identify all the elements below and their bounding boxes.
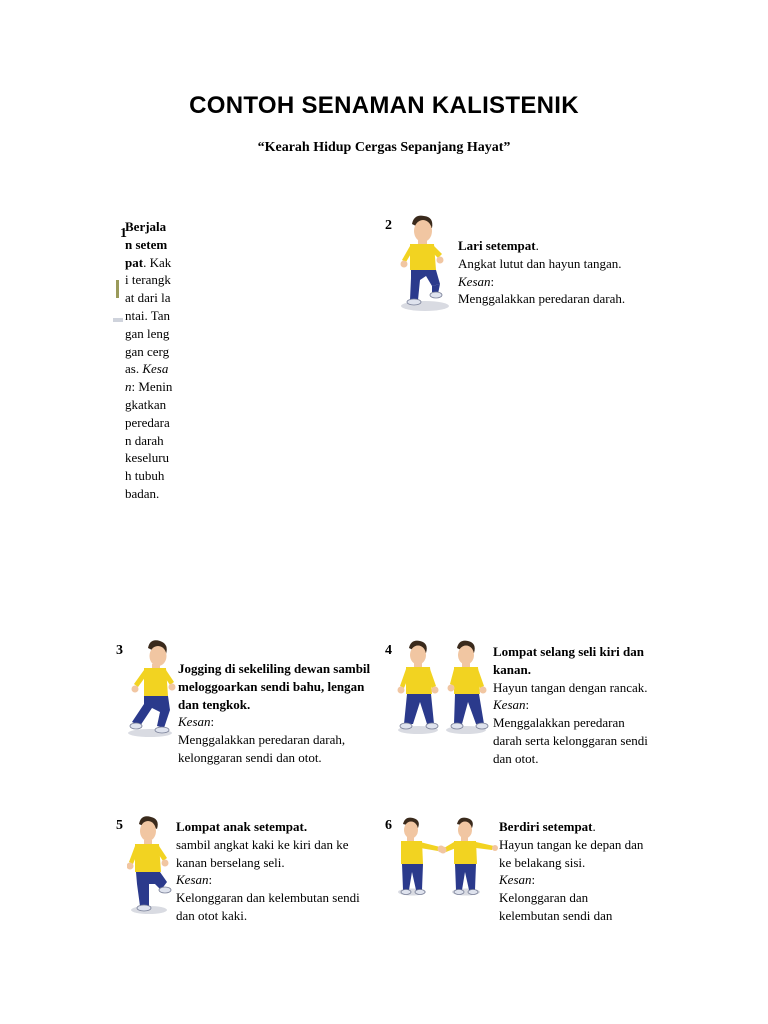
exercise-instruction: Hayun tangan ke depan dan ke belakang sisi.: [499, 836, 644, 870]
kesan-label: Kesan: [125, 361, 169, 395]
exercise-1-description: Berjalan setempat. Kaki terangkat dari lantai. Tangan lenggan cergas. Kesan: Meningkatkan peredaran darah keseluruh tubuh badan.: [125, 219, 173, 501]
exercise-number: 4: [385, 643, 392, 658]
exercise-name: Lompat selang seli kiri dan kanan.: [493, 644, 644, 677]
kesan-label: Kesan: [176, 872, 209, 888]
page-subtitle: “Kearah Hidup Cergas Sepanjang Hayat”: [257, 140, 511, 155]
exercise-number: 2: [385, 218, 392, 233]
exercise-name: Berdiri setempat: [499, 819, 593, 834]
page-title: CONTOH SENAMAN KALISTENIK: [189, 92, 579, 119]
kesan-label: Kesan: [493, 697, 526, 713]
kesan-label: Kesan: [178, 714, 211, 730]
kesan-text: Menggalakkan peredaran darah serta kelonggaran sendi dan otot.: [493, 715, 648, 766]
exercise-number: 3: [116, 643, 123, 658]
exercise-name: Berjalan setempat: [125, 219, 168, 270]
kesan-text: Kelonggaran dan kelembutan sendi dan: [499, 890, 613, 923]
exercise-name: Lari setempat: [458, 238, 536, 253]
kesan-label: Kesan: [458, 273, 491, 289]
exercise-number: 5: [116, 818, 123, 833]
jumping-jacks-illustration: [396, 638, 492, 736]
kesan-text: Kelonggaran dan kelembutan sendi dan otot kaki.: [176, 890, 360, 923]
running-person-illustration: [396, 214, 454, 314]
exercise-name: Jogging di sekeliling dewan sambil meloggoarkan sendi bahu, lengan dan tengkok.: [178, 661, 371, 712]
kesan-text: Menggalakkan peredaran darah, kelonggaran sendi dan otot.: [178, 732, 346, 765]
arm-swing-illustration: [396, 814, 498, 898]
exercise-5-description: Lompat anak setempat. sambil angkat kaki ke kiri dan ke kanan berselang seli. Kesan: Kelonggaran dan kelembutan sendi dan otot kaki.: [176, 819, 360, 923]
hopping-person-illustration: [127, 814, 175, 916]
exercise-3-description: Jogging di sekeliling dewan sambil meloggoarkan sendi bahu, lengan dan tengkok. Kesan: Menggalakkan peredaran darah, kelonggaran sendi dan otot.: [178, 661, 371, 765]
exercise-instruction: Hayun tangan dengan rancak.: [493, 679, 648, 695]
kesan-text: Menggalakkan peredaran darah.: [458, 291, 626, 307]
exercise-instruction: Kaki terangkat dari lantai. Tangan lenggan cergas.: [125, 254, 172, 377]
exercise-6-description: Berdiri setempat. Hayun tangan ke depan dan ke belakang sisi. Kesan: Kelonggaran dan kelembutan sendi dan: [499, 819, 644, 923]
kesan-text: Meningkatkan peredaran darah keseluruh tubuh badan.: [125, 379, 173, 501]
exercise-name: Lompat anak setempat.: [176, 819, 308, 834]
exercise-4-description: Lompat selang seli kiri dan kanan. Hayun tangan dengan rancak. Kesan: Menggalakkan peredaran darah serta kelonggaran sendi dan otot.: [493, 644, 648, 766]
exercise-instruction: Angkat lutut dan hayun tangan.: [458, 255, 622, 271]
exercise-number: 6: [385, 818, 392, 833]
kesan-label: Kesan: [499, 872, 532, 888]
exercise-number: 1: [120, 226, 127, 241]
jogging-person-illustration: [126, 638, 178, 740]
exercise-2-description: Lari setempat. Angkat lutut dan hayun tangan. Kesan: Menggalakkan peredaran darah.: [458, 238, 626, 307]
exercise-1-figure-fragment: [113, 278, 125, 328]
exercise-instruction: sambil angkat kaki ke kiri dan ke kanan berselang seli.: [176, 836, 349, 870]
